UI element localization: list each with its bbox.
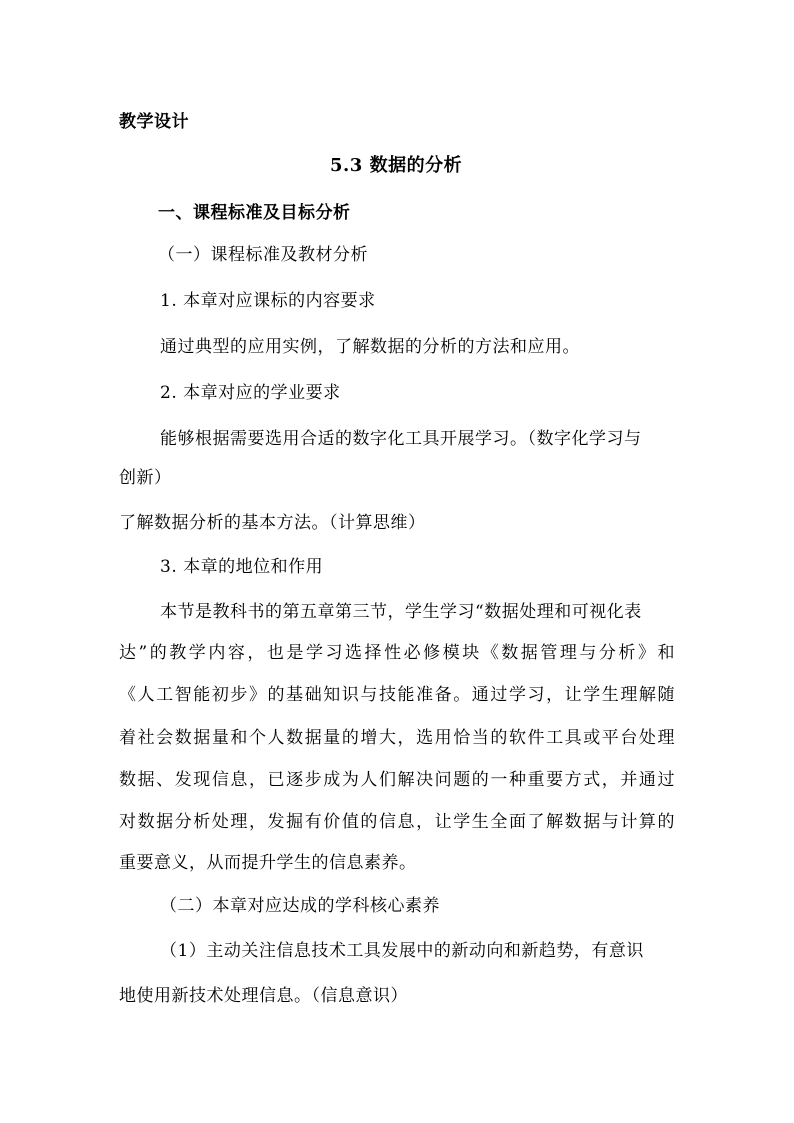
item3-paragraph-line: 重要意义，从而提升学生的信息素养。 [119,853,417,873]
lesson-title: 5.3 数据的分析 [330,155,463,176]
item3-paragraph-line: 对数据分析处理，发掘有价值的信息，让学生全面了解数据与计算的 [119,812,675,832]
item2-paragraph-line: 了解数据分析的基本方法。（计算思维） [119,513,426,533]
core1-paragraph-line: （1）主动关注信息技术工具发展中的新动向和新趋势，有意识 [160,941,644,961]
item3-paragraph-line: 数据、发现信息，已逐步成为人们解决问题的一种重要方式，并通过 [119,770,675,790]
item3-heading: 3. 本章的地位和作用 [160,557,324,577]
item1-text: 通过典型的应用实例，了解数据的分析的方法和应用。 [160,337,580,357]
item3-paragraph-line: 达”的教学内容，也是学习选择性必修模块《数据管理与分析》和 [119,643,675,663]
subsection-heading-2: （二）本章对应达成的学科核心素养 [160,896,440,916]
core1-paragraph-line: 地使用新技术处理信息。（信息意识） [119,986,408,1006]
item2-paragraph-line: 能够根据需要选用合适的数字化工具开展学习。（数字化学习与 [160,429,642,449]
item3-paragraph-line: 《人工智能初步》的基础知识与技能准备。通过学习，让学生理解随 [119,685,675,705]
item2-paragraph-line: 创新） [119,468,172,488]
item1-heading: 1. 本章对应课标的内容要求 [160,291,376,311]
header-label: 教学设计 [119,112,189,132]
item3-paragraph-line: 本节是教科书的第五章第三节，学生学习“数据处理和可视化表 [160,602,642,622]
section-heading-1: 一、课程标准及目标分析 [158,203,351,223]
item2-heading: 2. 本章对应的学业要求 [160,383,341,403]
item3-paragraph-line: 着社会数据量和个人数据量的增大，选用恰当的软件工具或平台处理 [119,728,675,748]
subsection-heading-1: （一）课程标准及教材分析 [158,245,368,265]
